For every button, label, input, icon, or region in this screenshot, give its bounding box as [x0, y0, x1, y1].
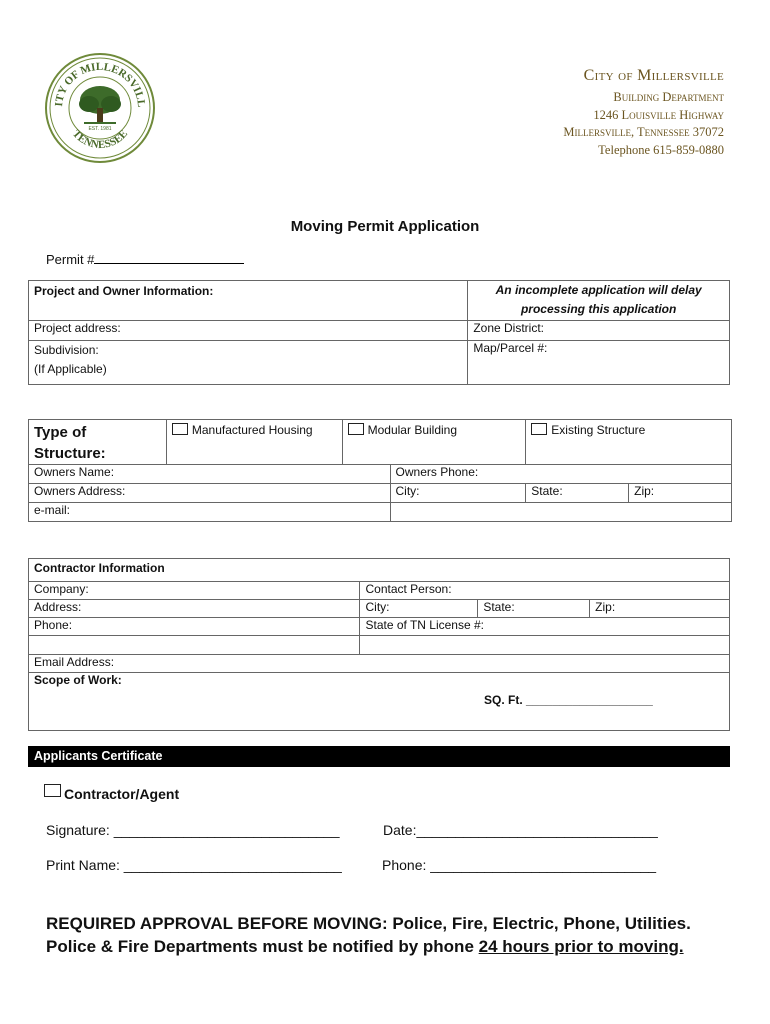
checkbox[interactable] — [348, 423, 364, 435]
project-address-field[interactable]: Project address: — [29, 321, 468, 341]
scope-label: Scope of Work: — [34, 673, 122, 687]
checkbox[interactable] — [44, 784, 61, 797]
permit-number-field[interactable] — [46, 252, 244, 267]
contact-person-field[interactable]: Contact Person: — [360, 582, 730, 600]
contractor-agent-option[interactable]: Contractor/Agent — [44, 784, 179, 802]
option-existing-structure[interactable]: Existing Structure — [526, 420, 732, 465]
contractor-email-field[interactable]: Email Address: — [29, 655, 730, 673]
sqft-field[interactable]: SQ. Ft. ___________________ — [484, 693, 653, 707]
city-name: City of Millersville — [583, 67, 724, 84]
project-heading: Project and Owner Information: — [29, 281, 468, 321]
if-applicable-label: (If Applicable) — [34, 362, 107, 376]
checkbox[interactable] — [172, 423, 188, 435]
owners-state-field[interactable]: State: — [526, 484, 629, 503]
scope-of-work-field[interactable] — [29, 673, 730, 731]
empty-cell — [360, 636, 730, 655]
structure-table — [28, 419, 732, 522]
owners-address-field[interactable]: Owners Address: — [29, 484, 391, 503]
company-field[interactable]: Company: — [29, 582, 360, 600]
option-modular-building[interactable]: Modular Building — [342, 420, 526, 465]
incomplete-notice: An incomplete application will delay processing this application — [468, 281, 730, 321]
contractor-table — [28, 558, 730, 731]
seal-bottom-text: TENNESSEE — [69, 127, 131, 152]
department-city: Millersville, Tennessee 37072 — [563, 125, 724, 139]
print-name-field[interactable]: Print Name: ____________________________ — [46, 857, 342, 873]
zone-district-field[interactable]: Zone District: — [468, 321, 730, 341]
map-parcel-field[interactable]: Map/Parcel #: — [468, 341, 730, 385]
city-seal-logo — [44, 52, 156, 164]
requirement-line-1: REQUIRED APPROVAL BEFORE MOVING: Police, Fire, Electric, Phone, Utilities. — [46, 914, 691, 933]
contractor-phone-field[interactable]: Phone: — [29, 618, 360, 636]
contractor-heading: Contractor Information — [29, 559, 730, 582]
signature-field[interactable]: Signature: _____________________________ — [46, 822, 340, 838]
contractor-zip-field[interactable]: Zip: — [590, 600, 730, 618]
seal-top-text: ITY OF MILLERSVILL — [52, 60, 148, 108]
required-approval-notice — [46, 912, 691, 958]
notice-deadline: 24 hours prior to moving. — [478, 937, 684, 956]
checkbox[interactable] — [531, 423, 547, 435]
date-field[interactable]: Date:_______________________________ — [383, 822, 658, 838]
owners-city-field[interactable]: City: — [390, 484, 526, 503]
requirement-line-2: Police & Fire Departments must be notified by phone 24 hours prior to moving. — [46, 937, 684, 956]
department-name: Building Department — [613, 90, 724, 104]
form-title: Moving Permit Application — [290, 218, 480, 235]
contractor-address-field[interactable]: Address: — [29, 600, 360, 618]
license-field[interactable]: State of TN License #: — [360, 618, 730, 636]
owners-email-field[interactable]: e-mail: — [29, 503, 391, 522]
owners-zip-field[interactable]: Zip: — [629, 484, 732, 503]
structure-heading: Type of Structure: — [29, 420, 167, 465]
applicants-certificate-bar: Applicants Certificate — [28, 746, 730, 767]
department-phone: Telephone 615-859-0880 — [598, 143, 724, 157]
empty-cell — [390, 503, 731, 522]
empty-cell — [29, 636, 360, 655]
department-address: 1246 Louisville Highway — [593, 108, 724, 122]
applicant-phone-field[interactable]: Phone: _____________________________ — [382, 857, 657, 873]
permit-line[interactable] — [94, 263, 244, 264]
contractor-city-field[interactable]: City: — [360, 600, 478, 618]
owners-phone-field[interactable]: Owners Phone: — [390, 465, 731, 484]
subdivision-field[interactable] — [29, 341, 468, 385]
permit-label: Permit # — [46, 252, 95, 267]
seal-year: EST. 1981 — [88, 126, 112, 132]
subdivision-label: Subdivision: — [34, 343, 99, 357]
option-manufactured-housing[interactable]: Manufactured Housing — [166, 420, 342, 465]
contractor-state-field[interactable]: State: — [478, 600, 590, 618]
project-owner-table — [28, 280, 730, 385]
owners-name-field[interactable]: Owners Name: — [29, 465, 391, 484]
